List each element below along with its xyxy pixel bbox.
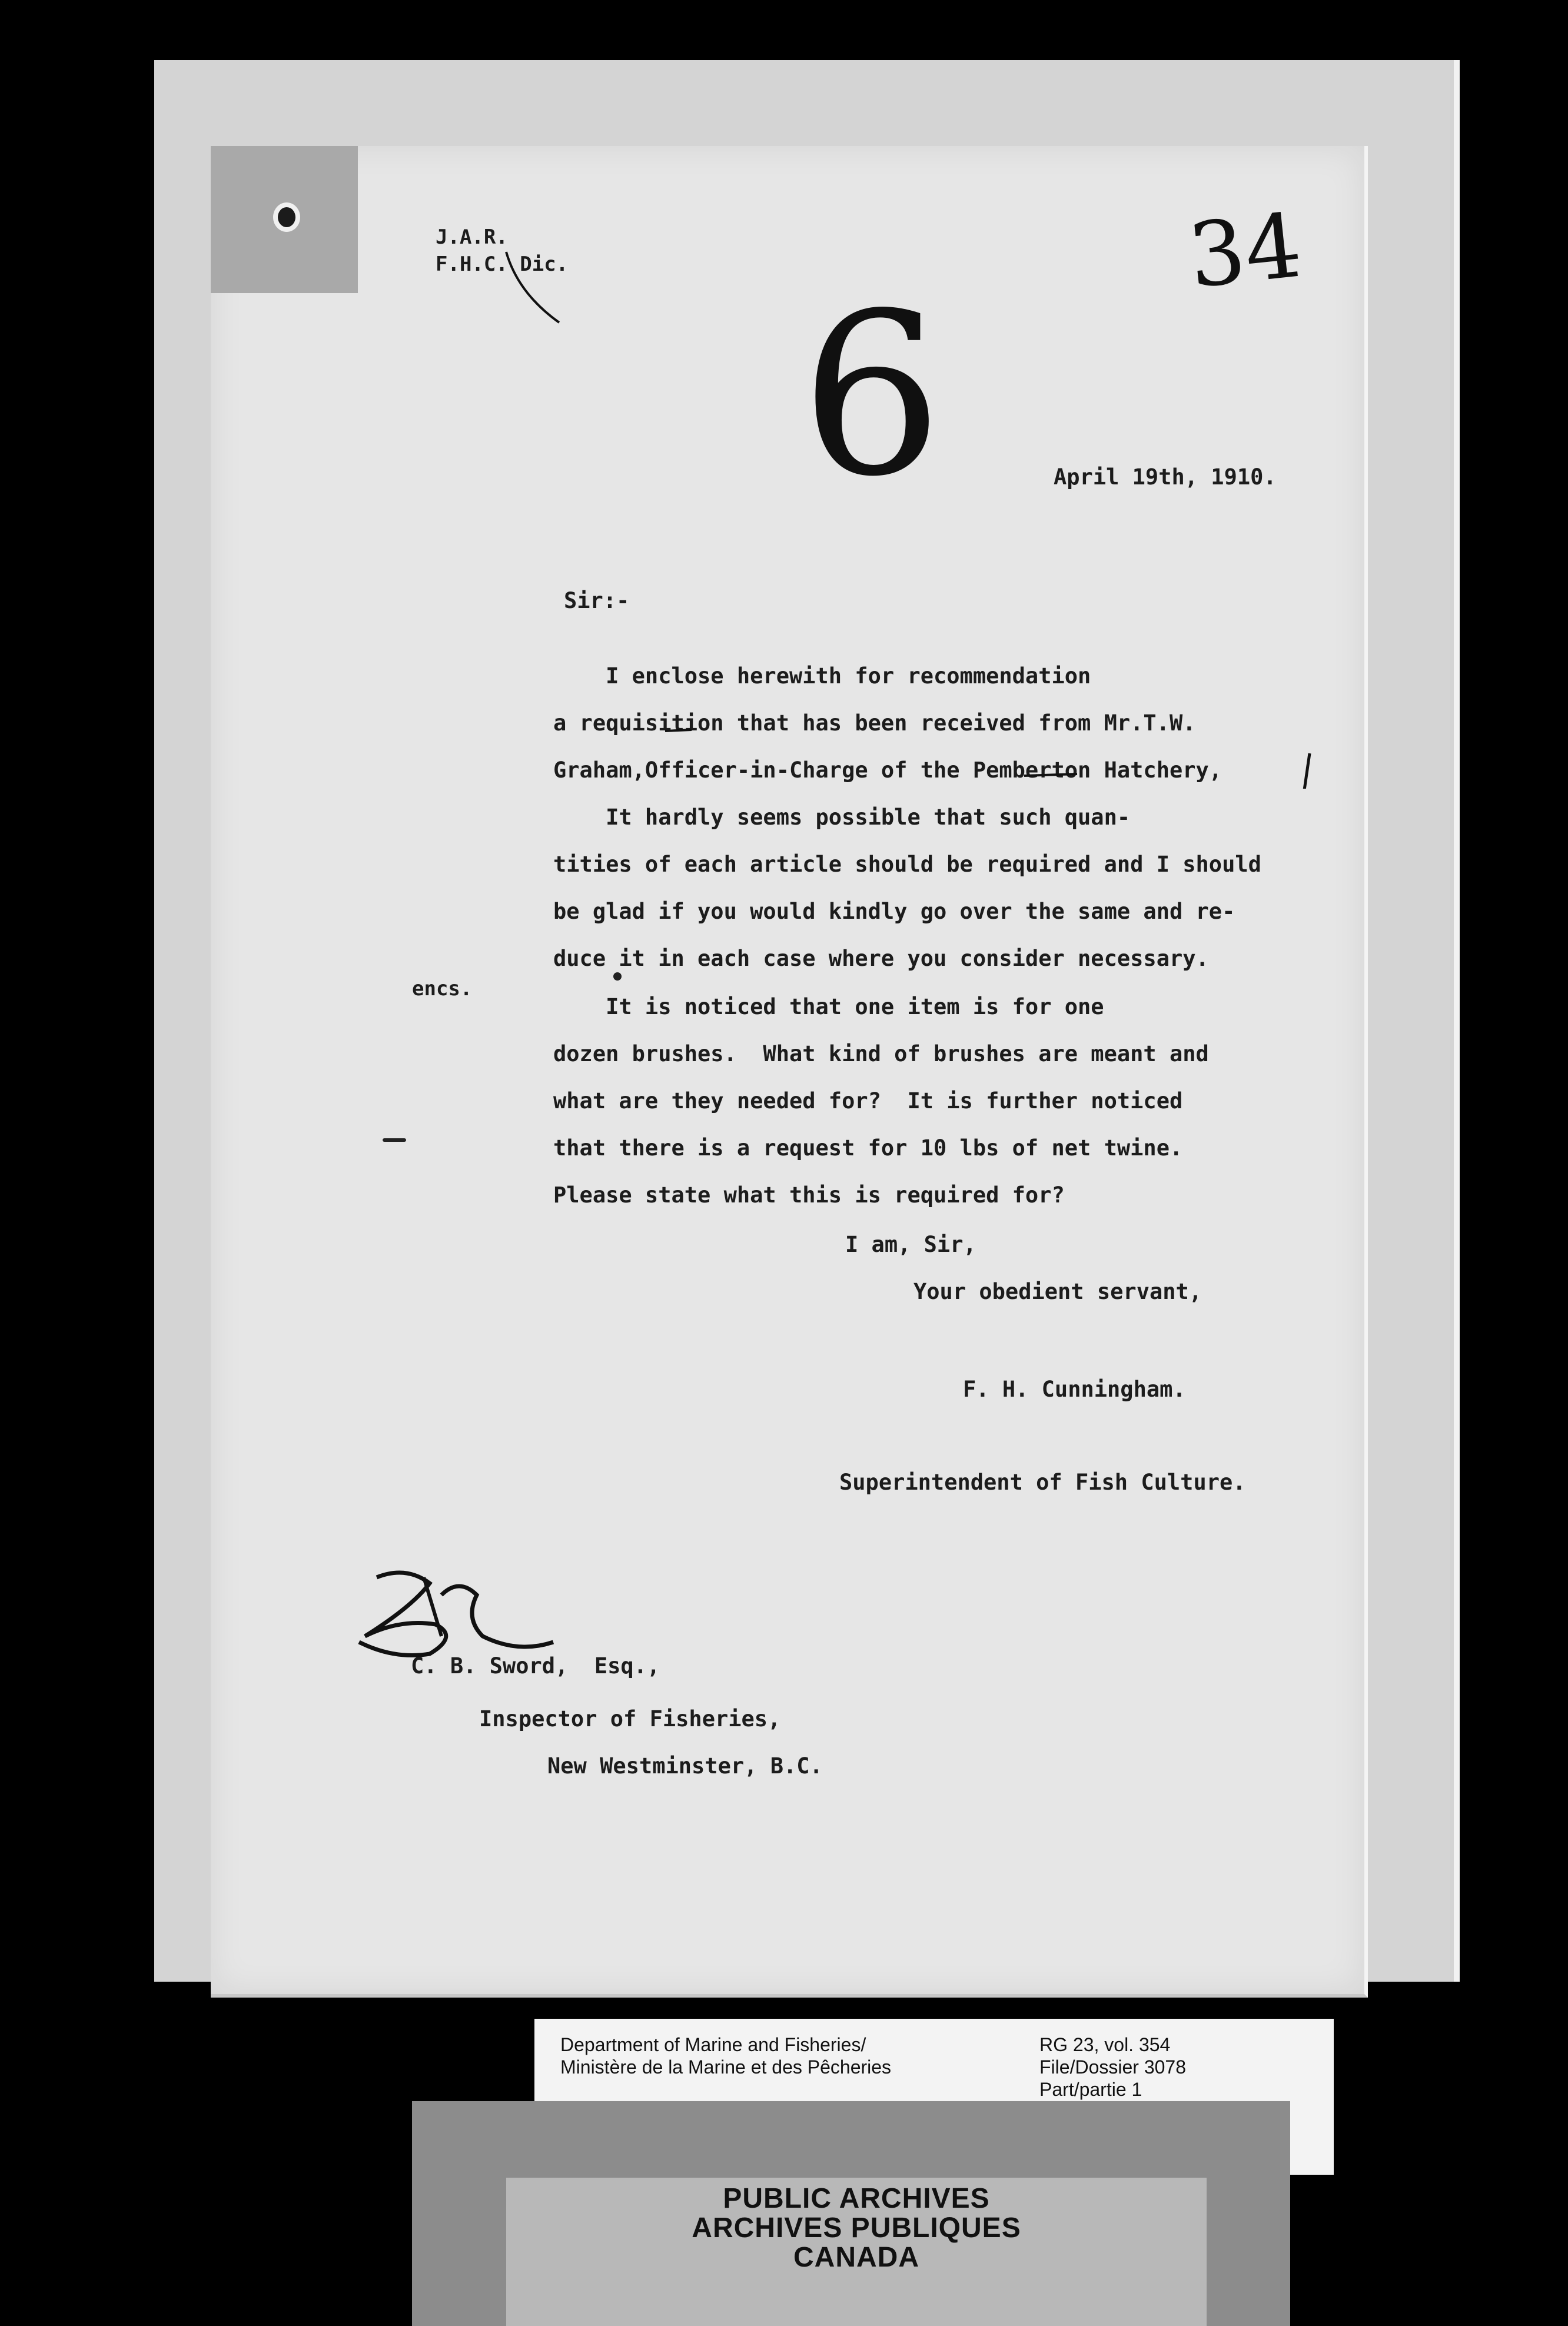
body-line: what are they needed for? It is further noticed: [553, 1088, 1183, 1114]
recipient-title: Inspector of Fisheries,: [479, 1706, 781, 1732]
file-mark: 6: [800, 265, 943, 526]
ink-dot: [613, 972, 622, 981]
enclosure-note: encs.: [412, 977, 473, 1001]
salutation: Sir:-: [564, 588, 630, 613]
archive-stamp-line: CANADA: [793, 2242, 919, 2273]
recipient-location: New Westminster, B.C.: [547, 1753, 823, 1779]
part-number: Part/partie 1: [1039, 2079, 1142, 2100]
recipient-name: C. B. Sword, Esq.,: [411, 1653, 660, 1679]
body-line: a requisition that has been received from Mr.T.W.: [553, 710, 1196, 736]
letter-page: [211, 146, 1368, 1998]
body-line: duce it in each case where you consider necessary.: [553, 946, 1209, 971]
file-number: File/Dossier 3078: [1039, 2056, 1186, 2078]
body-line: Please state what this is required for?: [553, 1182, 1065, 1208]
body-line: I enclose herewith for recommendation: [553, 663, 1091, 689]
folio-number: 34: [1184, 194, 1307, 308]
body-line: that there is a request for 10 lbs of net twine.: [553, 1135, 1183, 1161]
department-en: Department of Marine and Fisheries/: [560, 2034, 866, 2055]
body-line: It is noticed that one item is for one: [553, 994, 1104, 1019]
body-line: dozen brushes. What kind of brushes are meant and: [553, 1041, 1209, 1066]
typist-initials: J.A.R.: [436, 225, 508, 249]
ink-smudge: [383, 1138, 406, 1142]
signer-title: Superintendent of Fish Culture.: [839, 1470, 1246, 1495]
closing-line: Your obedient servant,: [913, 1279, 1202, 1304]
record-group: RG 23, vol. 354: [1039, 2034, 1171, 2055]
closing-line: I am, Sir,: [845, 1232, 976, 1257]
body-line: Graham,Officer-in-Charge of the Pemberton Hatchery,: [553, 757, 1222, 783]
body-line: tities of each article should be required and I should: [553, 852, 1261, 877]
archive-stamp-line: PUBLIC ARCHIVES: [723, 2183, 990, 2214]
dictation-initials: F.H.C. Dic.: [436, 252, 569, 276]
letter-date: April 19th, 1910.: [1054, 464, 1277, 490]
department-fr: Ministère de la Marine et des Pêcheries: [560, 2056, 892, 2078]
pencil-tick-mark: [500, 246, 571, 328]
body-line: be glad if you would kindly go over the same and re-: [553, 899, 1235, 924]
archive-stamp-line: ARCHIVES PUBLIQUES: [692, 2212, 1021, 2244]
signer-name: F. H. Cunningham.: [963, 1377, 1186, 1402]
body-line: It hardly seems possible that such quan-: [553, 805, 1131, 830]
punch-hole-icon: [273, 202, 300, 232]
pencil-underline-marks: [589, 706, 1354, 789]
